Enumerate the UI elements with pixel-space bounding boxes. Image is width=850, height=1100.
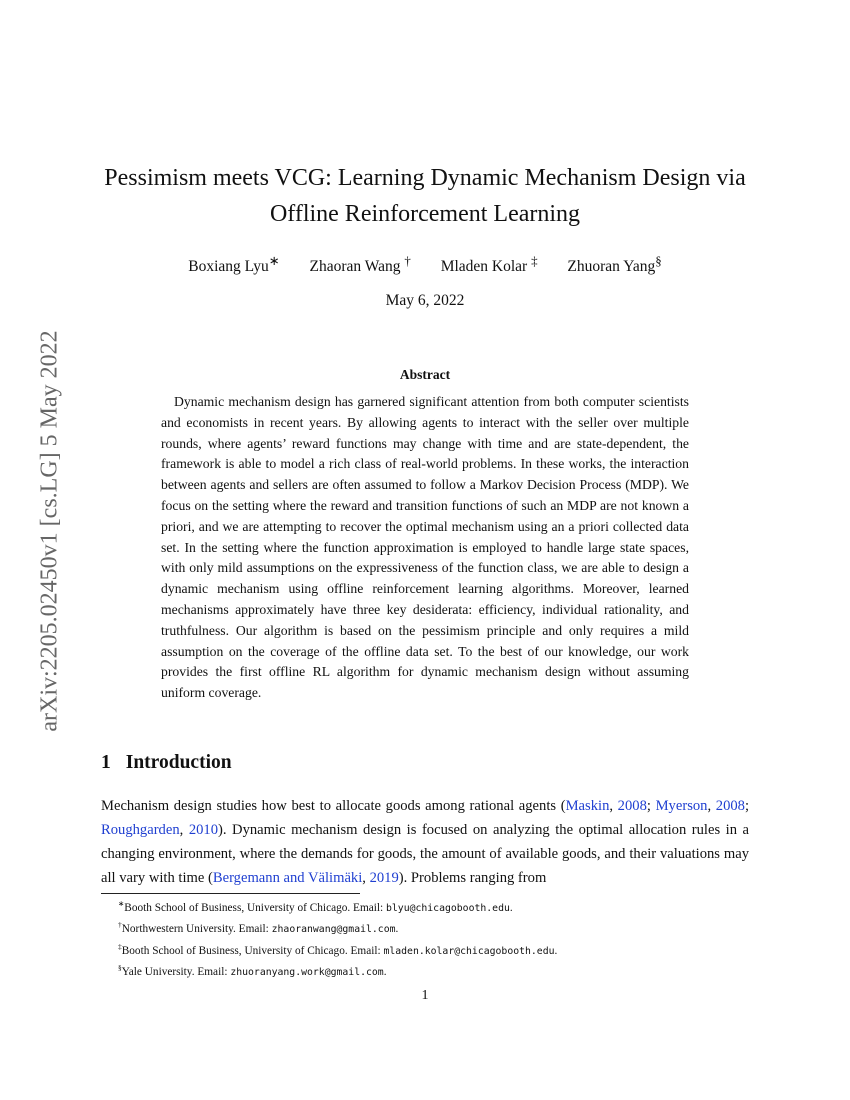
section-number: 1	[101, 752, 111, 773]
footnote: ‡Booth School of Business, University of Chicago. Email: mladen.kolar@chicagobooth.edu.	[118, 941, 558, 957]
intro-paragraph: Mechanism design studies how best to allocate goods among rational agents (Maskin, 2008; Myerson, 2008; Roughgarden, 2010). Dynamic mechanism design is focused on analyzing the optimal allocation rules in a changing environment, where the demands for goods, the amount of available goods, and their valuations may all vary with time (Bergemann and Välimäki, 2019). Problems ranging from	[101, 798, 750, 886]
abstract-heading: Abstract	[399, 367, 451, 382]
footnote: †Northwestern University. Email: zhaoranwang@gmail.com.	[118, 920, 399, 936]
citation-link[interactable]: 2008	[715, 798, 745, 814]
page-number: 1	[421, 988, 429, 1003]
citation-link[interactable]: 2019	[369, 870, 399, 886]
footnotes	[101, 896, 761, 981]
author: Zhuoran Yang§	[567, 253, 662, 276]
author: Zhaoran Wang †	[309, 253, 411, 276]
footnote: ∗Booth School of Business, University of Chicago. Email: blyu@chicagobooth.edu.	[118, 899, 513, 914]
footnote: §Yale University. Email: zhuoranyang.work@gmail.com.	[118, 962, 387, 978]
citation-link[interactable]: 2008	[617, 798, 647, 814]
section-heading	[101, 752, 232, 774]
title-line-2: Offline Reinforcement Learning	[269, 201, 581, 227]
author: Boxiang Lyu∗	[188, 253, 280, 276]
footnote-rule	[101, 893, 360, 894]
arxiv-identifier: arXiv:2205.02450v1 [cs.LG] 5 May 2022	[36, 330, 63, 732]
email-address: zhaoranwang@gmail.com	[271, 924, 396, 936]
citation-link[interactable]: Myerson	[655, 798, 708, 814]
email-address: blyu@chicagobooth.edu	[386, 902, 510, 914]
abstract-body: Dynamic mechanism design has garnered significant attention from both computer scientists and economists in recent years. By allowing agents to interact with the seller over multiple rounds, where agents’ reward functions may change with time and are state-dependent, the framework is able to model a rich class of real-world problems. In these works, the interaction between agents and sellers are often assumed to follow a Markov Decision Process (MDP). We focus on the setting where the reward and transition functions of such an MDP are not known a priori, and we are attempting to recover the optimal mechanism using an a priori collected data set. In the setting where the function approximation is employed to handle large state spaces, with only mild assumptions on the expressiveness of the function class, we are able to design a dynamic mechanism using offline reinforcement learning algorithms. Moreover, learned mechanisms approximately have three key desiderata: efficiency, individual rationality, and truthfulness. Our algorithm is based on the pessimism principle and only requires a mild assumption on the coverage of the offline data set. To the best of our knowledge, our work provides the first offline RL algorithm for dynamic mechanism design without assuming uniform coverage.	[161, 394, 689, 701]
citation-link[interactable]: Roughgarden	[101, 822, 180, 838]
title-line-1: Pessimism meets VCG: Learning Dynamic Mechanism Design via	[104, 165, 746, 191]
email-address: mladen.kolar@chicagobooth.edu	[383, 945, 555, 957]
paper-title	[85, 160, 765, 232]
author: Mladen Kolar ‡	[440, 253, 538, 276]
paper-date: May 6, 2022	[385, 292, 465, 309]
author-list	[85, 253, 765, 276]
section-title: Introduction	[125, 752, 232, 773]
citation-link[interactable]: Bergemann and Välimäki	[212, 870, 363, 886]
email-address: zhuoranyang.work@gmail.com	[230, 966, 384, 978]
citation-link[interactable]: Maskin	[565, 798, 610, 814]
citation-link[interactable]: 2010	[188, 822, 219, 838]
